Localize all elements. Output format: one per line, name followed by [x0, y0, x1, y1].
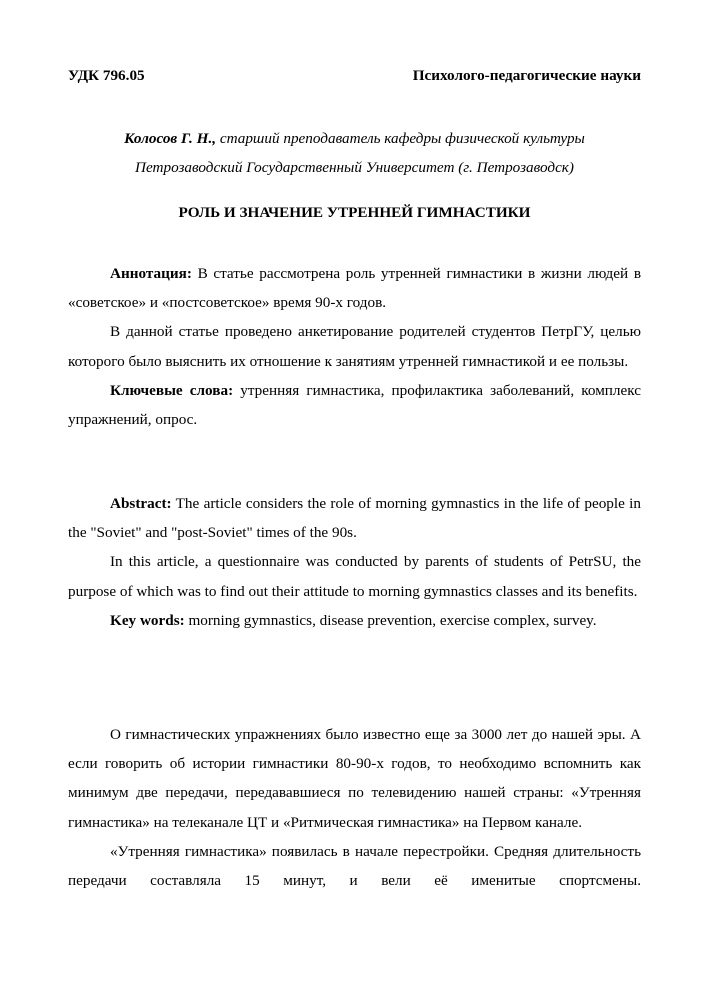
- abstract-ru-label: Аннотация:: [110, 265, 192, 282]
- author-position: старший преподаватель кафедры физической культуры: [216, 130, 585, 147]
- abstract-en-text: The article considers the role of morning gymnastics in the life of people in the "Soviet" and "post-Soviet" times of the 90s.: [68, 495, 641, 542]
- author-affiliation: Петрозаводский Государственный Университет (г. Петрозаводск): [135, 159, 574, 176]
- keywords-en-text: morning gymnastics, disease prevention, exercise complex, survey.: [184, 611, 597, 629]
- abstract-en: [68, 489, 641, 635]
- keywords-ru-text: утренняя гимнастика, профилактика заболеваний, комплекс упражнений, опрос.: [68, 381, 641, 429]
- abstract-en-label: Abstract:: [110, 495, 172, 512]
- keywords-ru-label: Ключевые слова:: [110, 381, 234, 399]
- body-paragraph-2: «Утренняя гимнастика» появилась в начале перестройки. Средняя длительность передачи составляла 15 минут, и вели её именитые спортсмены.: [68, 842, 641, 890]
- author-name: Колосов Г. Н.,: [124, 130, 217, 147]
- keywords-en-paragraph: [68, 606, 641, 635]
- abstract-ru-paragraph: [68, 259, 641, 317]
- abstract-ru: [68, 259, 641, 434]
- keywords-ru-paragraph: [68, 376, 641, 434]
- article-body: [68, 720, 641, 895]
- udk-code: УДК 796.05: [68, 67, 145, 84]
- abstract-en-paragraph-2: In this article, a questionnaire was conducted by parents of students of PetrSU, the purpose of which was to find out their attitude to morning gymnastics classes and its benefits.: [68, 553, 641, 600]
- section-name: Психолого-педагогические науки: [412, 67, 641, 84]
- abstract-en-paragraph: [68, 489, 641, 547]
- article-title: РОЛЬ И ЗНАЧЕНИЕ УТРЕННЕЙ ГИМНАСТИКИ: [178, 204, 531, 221]
- body-paragraph-1: О гимнастических упражнениях было известно еще за 3000 лет до нашей эры. А если говорить об истории гимнастики 80-90-х годов, то необходимо вспомнить как минимум две передачи, передававшиеся по телевидению нашей страны: «Утренняя гимнастика» на телеканале ЦТ и «Ритмическая гимнастика» на Первом канале.: [68, 726, 641, 831]
- abstract-ru-paragraph-2: В данной статье проведено анкетирование родителей студентов ПетрГУ, целью которого было выяснить их отношение к занятиям утренней гимнастикой и ее пользы.: [68, 323, 641, 370]
- page-header: [68, 67, 641, 85]
- keywords-en-label: Key words:: [110, 611, 185, 629]
- author-line: [68, 124, 641, 153]
- author-block: [68, 124, 641, 182]
- abstract-ru-text: В статье рассмотрена роль утренней гимнастики в жизни людей в «советское» и «постсоветское» время 90-х годов.: [68, 265, 641, 312]
